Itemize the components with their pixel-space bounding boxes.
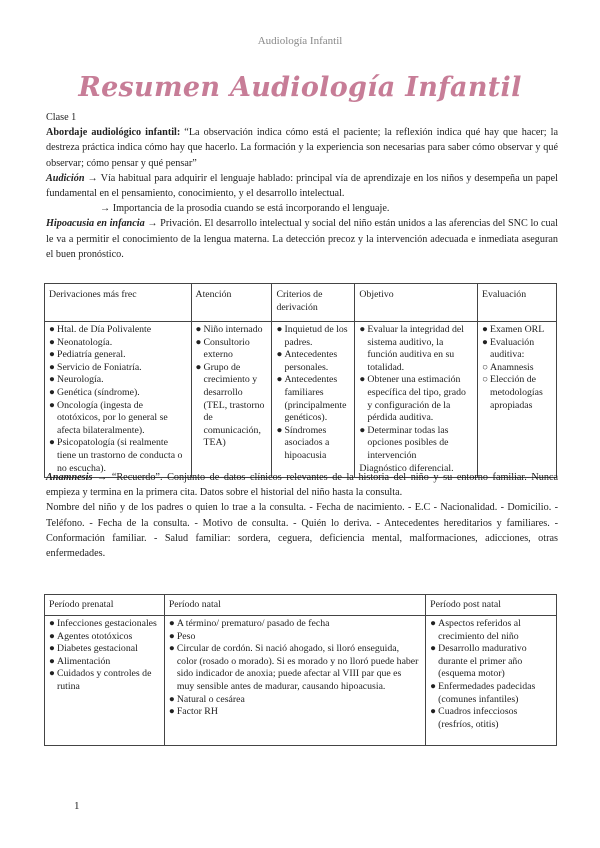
list-item <box>49 643 160 656</box>
running-header: Audiología Infantil <box>257 35 343 47</box>
list-item <box>49 324 187 337</box>
list-item-text: Desarrollo madurativo durante el primer año (esquema motor) <box>438 643 527 680</box>
bullet-icon: ○ <box>482 361 488 373</box>
bullet-icon: ● <box>430 706 437 718</box>
list-item-text: Peso <box>176 630 196 642</box>
paragraph-abordaje <box>46 125 558 171</box>
bullet-icon: ● <box>195 324 202 335</box>
list-item-text: Neurología. <box>57 374 104 386</box>
list-item-text: Alimentación <box>57 655 111 667</box>
list-item <box>482 337 552 362</box>
paragraph-prosodia: → Importancia de la prosodia cuando se está incorporando el lenguaje. <box>100 203 390 215</box>
definition: → Privación. El desarrollo intelectual y social del niño están unidos a las aferencias del SNC lo cual le va a permitir el conocimiento de la lengua materna. La detección precoz y la intervención adecuada e inmediata aseguran el buen pronóstico. <box>46 218 558 260</box>
list-item <box>49 349 187 362</box>
list-item <box>359 374 473 424</box>
cell-note: Diagnóstico diferencial. <box>359 462 454 474</box>
bullet-icon: ● <box>49 324 55 335</box>
list-item <box>482 374 552 412</box>
list-item <box>49 656 160 669</box>
class-label: Clase 1 <box>46 112 77 123</box>
list-item-text: Diabetes gestacional <box>57 643 138 655</box>
list-item <box>169 631 421 644</box>
table-cell <box>45 322 192 478</box>
list-item-text: Antecedentes familiares (principalmente genéticos). <box>284 374 347 424</box>
definition: “La observación indica cómo está el paciente; la reflexión indica qué hay que hacer; la destreza práctica indica cómo hay que hacerlo. La formación y la experiencia son necesarias para saber cómo observar y qué observar; cómo pensar y qué pensar” <box>46 127 558 169</box>
list-item <box>196 362 268 450</box>
term: Hipoacusia en infancia <box>46 218 145 230</box>
list-item-text: Obtener una estimación específica del tipo, grado y configuración de la pérdida auditiva. <box>367 374 466 424</box>
list-item <box>196 337 268 362</box>
table-header: Período post natal <box>426 595 557 616</box>
table-header: Período natal <box>164 595 425 616</box>
table-cell <box>426 616 557 746</box>
bullet-icon: ● <box>359 424 366 436</box>
list-item-text: Evaluación auditiva: <box>490 336 535 361</box>
list-item <box>482 362 552 375</box>
bullet-icon: ● <box>49 618 55 629</box>
bullet-icon: ● <box>168 618 175 629</box>
bullet-icon: ● <box>276 424 283 436</box>
list-item <box>430 643 552 681</box>
bullet-icon: ● <box>49 399 55 411</box>
list-item-text: Neonatología. <box>57 336 113 348</box>
page-number: 1 <box>74 800 80 812</box>
list-item-text: Niño internado <box>203 324 263 335</box>
bullet-icon: ● <box>276 324 283 335</box>
list-item-text: Agentes ototóxicos <box>57 630 133 642</box>
list-item-text: Infecciones gestacionales <box>57 618 157 629</box>
list-item-text: Consultorio externo <box>203 336 250 361</box>
bullet-icon: ● <box>195 336 202 348</box>
bullet-icon: ● <box>430 643 437 655</box>
paragraph-hipoacusia <box>46 216 558 262</box>
list-item <box>196 324 268 337</box>
page-title: Resumen Audiología Infantil <box>78 72 522 103</box>
bullet-icon: ● <box>276 374 283 386</box>
list-item <box>49 631 160 644</box>
list-item-text: Cuadros infecciosos (resfríos, otitis) <box>438 706 518 730</box>
table-cell <box>355 322 478 478</box>
bullet-icon: ● <box>276 349 283 361</box>
bullet-icon: ● <box>49 386 55 398</box>
bullet-icon: ● <box>482 324 488 335</box>
table-cell <box>45 616 165 746</box>
list-item-text: Htal. de Día Polivalente <box>57 324 152 335</box>
bullet-icon: ● <box>168 693 175 705</box>
bullet-icon: ● <box>49 361 55 373</box>
list-item <box>276 425 350 463</box>
list-item <box>49 337 187 350</box>
table-header: Objetivo <box>355 284 478 322</box>
list-item <box>359 425 473 463</box>
table-header: Evaluación <box>478 284 557 322</box>
list-item-text: Circular de cordón. Si nació ahogado, si lloró enseguida, color (rosado o morado). Si es morado y no lloró puede haber sido indicador de anoxia; puede afectar al VIII par que es muy sensible antes de madurar, causando hipoacusia. <box>176 643 419 692</box>
derivations-table <box>44 283 557 478</box>
list-item <box>49 387 187 400</box>
bullet-icon: ● <box>49 655 55 667</box>
list-item <box>359 324 473 374</box>
bullet-icon: ● <box>430 618 437 629</box>
list-item-text: Elección de metodologías apropiadas <box>490 374 543 411</box>
intro-section <box>46 110 558 262</box>
list-item <box>49 618 160 631</box>
list-item <box>430 618 552 643</box>
table-cell <box>191 322 272 478</box>
bullet-icon: ● <box>49 349 55 361</box>
bullet-icon: ● <box>49 643 55 655</box>
bullet-icon: ○ <box>482 374 488 386</box>
term: Anamnesis <box>46 472 93 483</box>
list-item <box>169 643 421 693</box>
list-item-text: Grupo de crecimiento y desarrollo (TEL, trastorno de comunicación, TEA) <box>203 361 265 449</box>
definition: → Vía habitual para adquirir el lenguaje hablado: principal vía de aprendizaje en los niños y desempeña un papel fundamental en el pensamiento, conocimiento, y el desarrollo intelectual. <box>46 172 558 200</box>
term: Abordaje audiológico infantil: <box>46 127 181 139</box>
bullet-icon: ● <box>195 361 202 373</box>
table-header: Criterios de derivación <box>272 284 355 322</box>
term: Audición <box>46 172 85 184</box>
list-item-text: Factor RH <box>176 706 218 718</box>
list-item-text: Evaluar la integridad del sistema auditivo, la función auditiva en su totalidad. <box>367 324 464 373</box>
list-item-text: Determinar todas las opciones posibles de intervención <box>367 424 449 461</box>
list-item-text: Antecedentes personales. <box>284 349 338 373</box>
table-header: Derivaciones más frec <box>45 284 192 322</box>
list-item <box>276 374 350 424</box>
bullet-icon: ● <box>430 680 437 692</box>
list-item-text: Examen ORL <box>490 324 545 335</box>
list-item-text: Anamnesis <box>490 361 534 373</box>
bullet-icon: ● <box>49 630 55 642</box>
bullet-icon: ● <box>168 643 175 655</box>
list-item <box>49 668 160 693</box>
paragraph-datos: Nombre del niño y de los padres o quien lo trae a la consulta. - Fecha de nacimiento. - E.C - Nacionalidad. - Domicilio. - Teléfono. - Fecha de la consulta. - Motivo de consulta. - Quién lo deriva. - Antecedentes hereditarios y familiares. - Conformación familiar. - Salud familiar: sordera, ceguera, deficiencia mental, malformaciones, adicciones, otras enfermedades. <box>46 502 558 560</box>
bullet-icon: ● <box>49 668 55 680</box>
bullet-icon: ● <box>359 374 366 386</box>
bullet-icon: ● <box>49 374 55 386</box>
list-item-text: Enfermedades padecidas (comunes infantiles) <box>438 680 536 705</box>
list-item-text: Natural o cesárea <box>176 693 245 705</box>
list-item <box>49 374 187 387</box>
list-item-text: Síndromes asociados a hipoacusia <box>284 424 330 461</box>
paragraph-audicion <box>46 171 558 201</box>
list-item-text: Psicopatología (si realmente tiene un trastorno de conducta o no escucha). <box>57 437 183 474</box>
list-item <box>276 324 350 349</box>
bullet-icon: ● <box>49 437 55 449</box>
table-cell <box>478 322 557 478</box>
list-item <box>169 694 421 707</box>
list-item-text: Inquietud de los padres. <box>284 324 348 348</box>
table-header: Atención <box>191 284 272 322</box>
bullet-icon: ● <box>168 630 175 642</box>
list-item-text: Genética (síndrome). <box>57 386 140 398</box>
table-header: Período prenatal <box>45 595 165 616</box>
list-item <box>430 706 552 731</box>
list-item-text: Pediatría general. <box>57 349 126 361</box>
list-item-text: Cuidados y controles de rutina <box>57 668 152 692</box>
list-item-text: Oncología (ingesta de ototóxicos, por lo general se afecta bilateralmente). <box>57 399 168 436</box>
bullet-icon: ● <box>49 336 55 348</box>
list-item <box>169 706 421 719</box>
list-item <box>276 349 350 374</box>
anamnesis-section <box>46 470 558 561</box>
table-cell <box>164 616 425 746</box>
table-cell <box>272 322 355 478</box>
periods-table <box>44 594 557 746</box>
list-item-text: A término/ prematuro/ pasado de fecha <box>176 618 330 629</box>
bullet-icon: ● <box>359 324 366 335</box>
list-item <box>49 362 187 375</box>
list-item-text: Aspectos referidos al crecimiento del niño <box>438 618 521 642</box>
list-item <box>49 400 187 438</box>
list-item <box>482 324 552 337</box>
list-item-text: Servicio de Foniatría. <box>57 361 142 373</box>
bullet-icon: ● <box>482 336 488 348</box>
list-item <box>169 618 421 631</box>
paragraph-anamnesis <box>46 470 558 500</box>
list-item <box>430 681 552 706</box>
definition: → “Recuerdo”. Conjunto de datos clínicos relevantes de la historia del niño y su entorno familiar. Nunca empieza y termina en la primera cita. Datos sobre el historial del niño hasta la consulta. <box>46 472 558 499</box>
bullet-icon: ● <box>168 706 175 718</box>
